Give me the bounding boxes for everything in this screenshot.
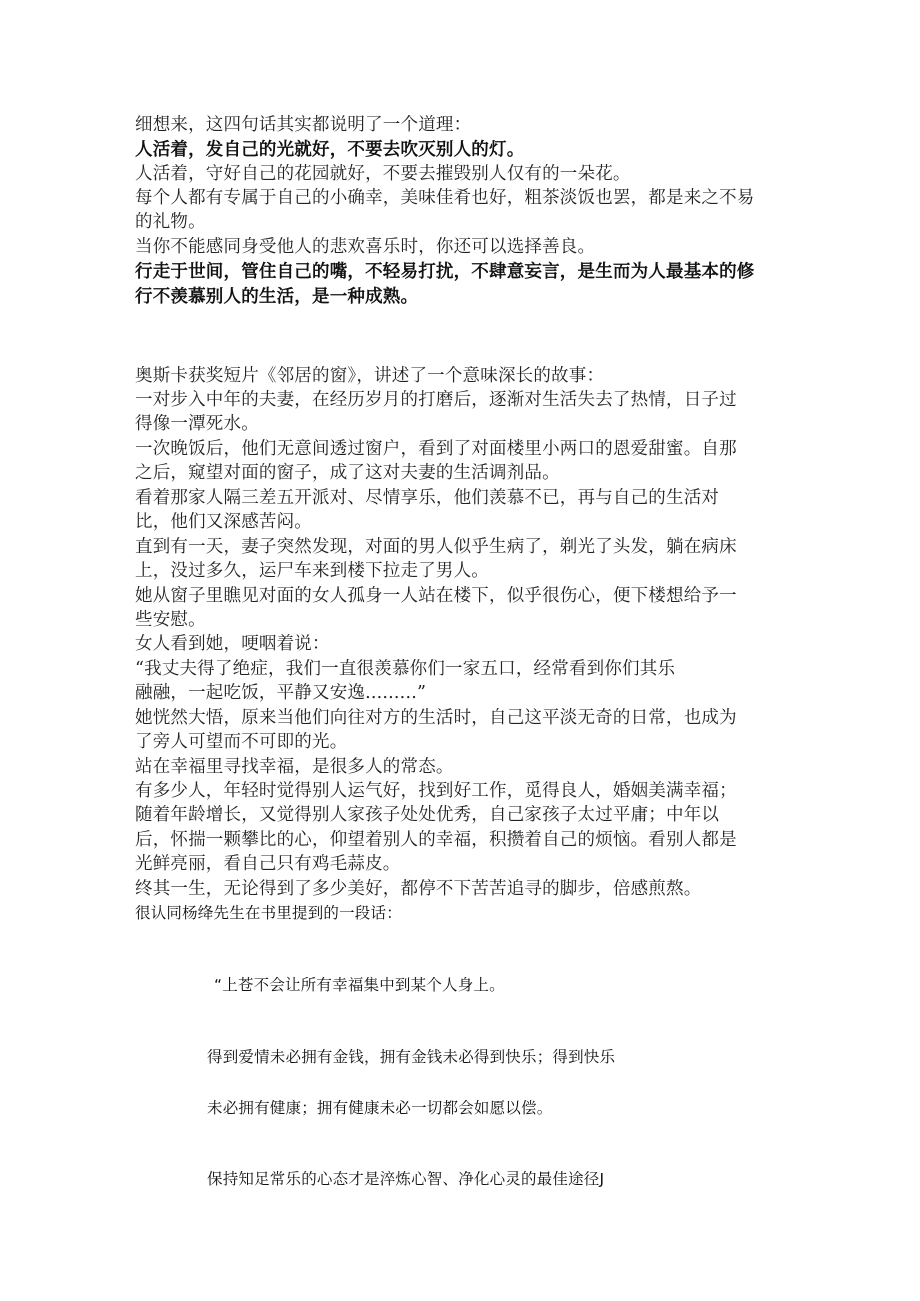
bold-statement-light: 人活着，发自己的光就好，不要去吹灭别人的灯。 [135,140,525,160]
story-line: 终其一生，无论得到了多少美好，都停不下苦苦追寻的脚步，倍感煎熬。 [135,879,702,899]
story-line: 了旁人可望而不可即的光。 [135,732,348,752]
story-line: 比，他们又深感苦闷。 [135,512,312,532]
story-line: 看着那家人隔三差五开派对、尽情享乐，他们羡慕不已，再与自己的生活对 [135,488,720,508]
story-line: 之后，窥望对面的窗子，成了这对夫妻的生活调剂品。 [135,463,560,483]
story-line: 些安慰。 [135,610,206,630]
bold-statement-speech-cont: 行不羡慕别人的生活，是一种成熟。 [135,287,419,307]
story-line: 奥斯卡获奖短片《邻居的窗》，讲述了一个意味深长的故事： [135,366,605,386]
quote-line: 未必拥有健康；拥有健康未必一切都会如愿以偿。 [207,1099,553,1117]
story-line: 她从窗子里瞧见对面的女人孤身一人站在楼下，似乎很伤心，便下楼想给予一 [135,586,737,606]
quote-line: 保持知足常乐的心态才是淬炼心智、净化心灵的最佳途径J [207,1170,605,1188]
bold-statement-speech: 行走于世间，管住自己的嘴，不轻易打扰，不肆意妄言，是生而为人最基本的修 [135,262,755,282]
story-line: 直到有一天，妻子突然发现，对面的男人似乎生病了，剃光了头发，躺在病床 [135,537,737,557]
story-line: 有多少人，年轻时觉得别人运气好，找到好工作，觅得良人，婚姻美满幸福； [135,781,737,801]
story-line: 女人看到她，哽咽着说： [135,634,330,654]
story-line: 得像一潭死水。 [135,414,259,434]
happiness-line: 每个人都有专属于自己的小确幸，美味佳肴也好，粗茶淡饭也罢，都是来之不易 [135,188,755,208]
quote-line: “上苍不会让所有幸福集中到某个人身上。 [214,976,505,994]
happiness-line-cont: 的礼物。 [135,212,206,232]
story-line: 融融，一起吃饭，平静又安逸.........” [135,683,427,703]
story-line: 随着年龄增长，又觉得别人家孩子处处优秀，自己家孩子太过平庸；中年以 [135,805,720,825]
garden-line: 人活着，守好自己的花园就好，不要去摧毁别人仅有的一朵花。 [135,164,631,184]
story-line: 站在幸福里寻找幸福，是很多人的常态。 [135,757,454,777]
story-line: 光鲜亮丽，看自己只有鸡毛蒜皮。 [135,854,401,874]
story-line: 上，没过多久，运尸车来到楼下拉走了男人。 [135,561,489,581]
closing-line: 很认同杨绛先生在书里提到的一段话： [135,904,402,922]
story-line: 一次晚饭后，他们无意间透过窗户，看到了对面楼里小两口的恩爱甜蜜。自那 [135,439,737,459]
story-line: 后，怀揣一颗攀比的心，仰望着别人的幸福，积攒着自己的烦恼。看别人都是 [135,830,737,850]
story-line: 一对步入中年的夫妻，在经历岁月的打磨后，逐渐对生活失去了热情，日子过 [135,390,737,410]
story-line: “我丈夫得了绝症，我们一直很羡慕你们一家五口，经常看到你们其乐 [135,659,676,679]
intro-line: 细想来，这四句话其实都说明了一个道理： [135,115,472,135]
story-line: 她恍然大悟，原来当他们向往对方的生活时，自己这平淡无奇的日常，也成为 [135,708,737,728]
kindness-line: 当你不能感同身受他人的悲欢喜乐时，你还可以选择善良。 [135,237,596,257]
quote-line: 得到爱情未必拥有金钱，拥有金钱未必得到快乐；得到快乐 [207,1048,616,1066]
